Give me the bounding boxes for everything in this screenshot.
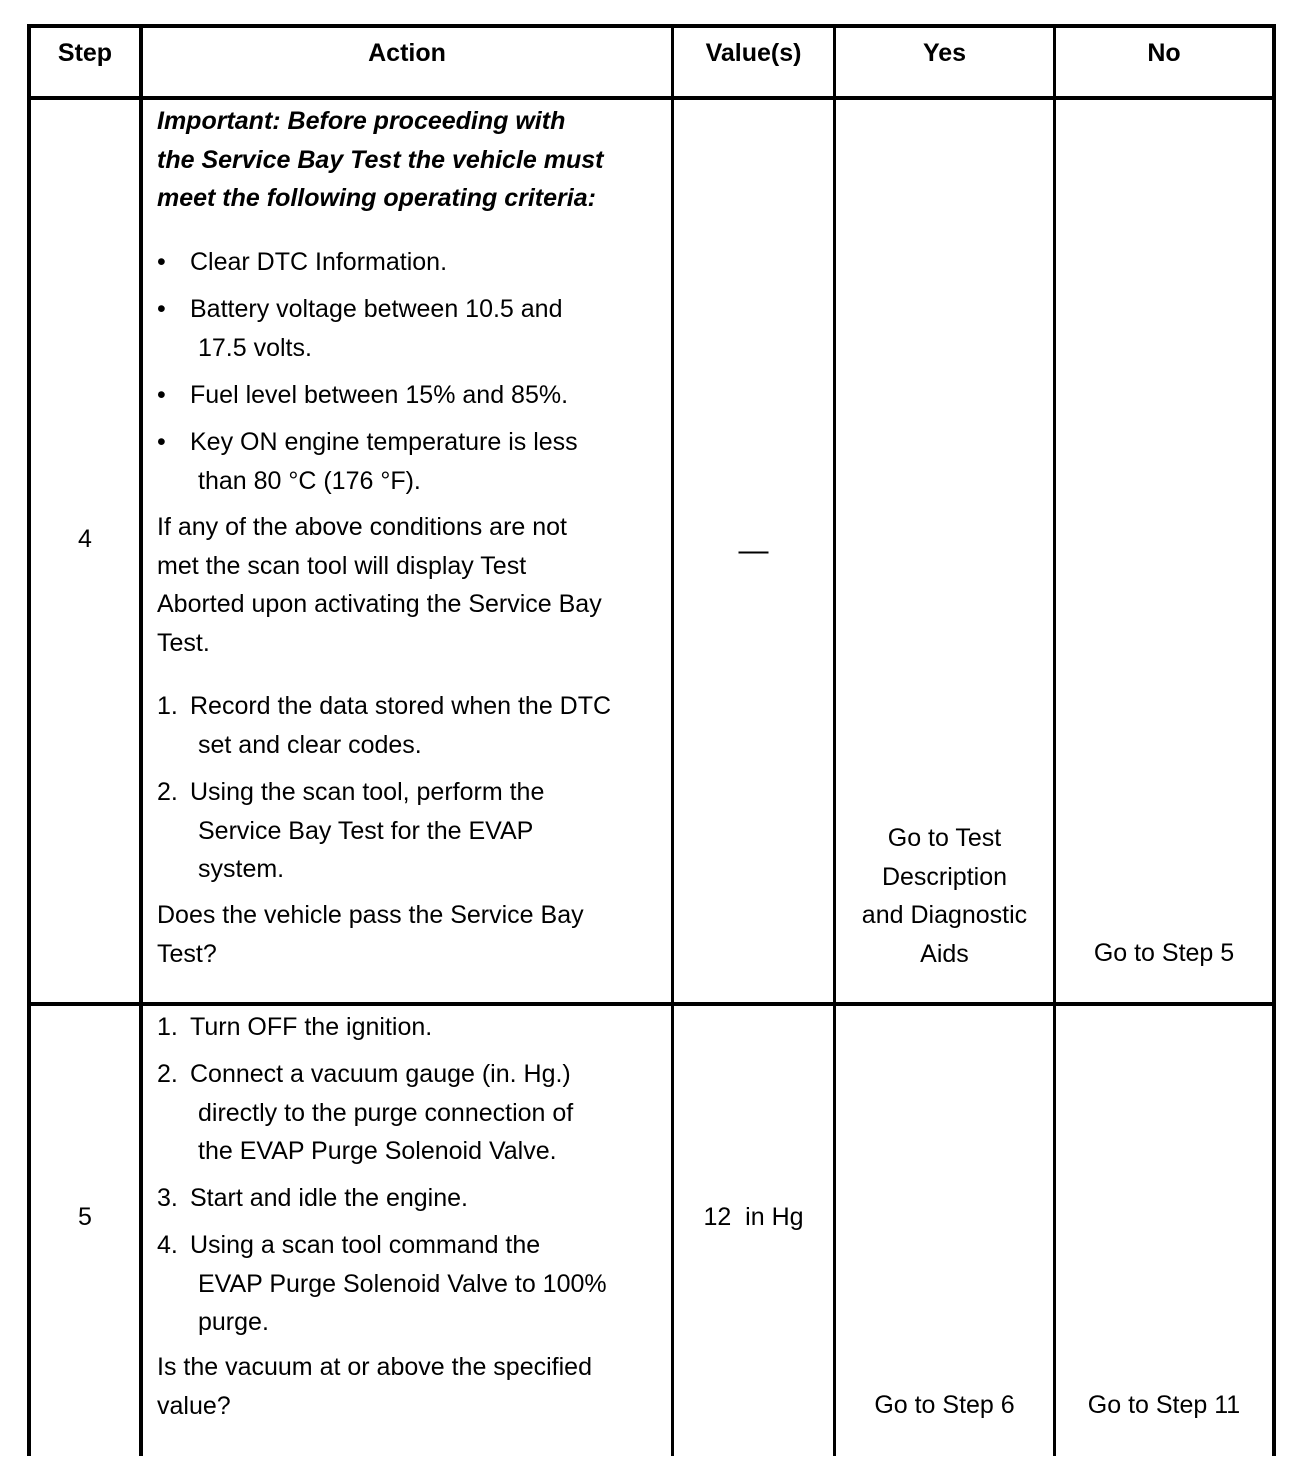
- row-4-steps: [157, 687, 667, 897]
- column-divider-4: [1053, 24, 1056, 1456]
- bullet-icon: •: [157, 295, 166, 323]
- column-divider-3: [833, 24, 836, 1456]
- row-separator: [27, 1002, 1276, 1006]
- procedure-step: 1. Record the data stored when the DTC set and clear codes.: [157, 692, 612, 759]
- row-4-action: [157, 102, 667, 218]
- procedure-step: 4. Using a scan tool command the EVAP Purge Solenoid Valve to 100% purge.: [157, 1231, 607, 1336]
- criteria-item: • Battery voltage between 10.5 and 17.5 volts.: [157, 290, 667, 376]
- table-border-right: [1272, 24, 1276, 1456]
- procedure-step: 2. Connect a vacuum gauge (in. Hg.) directly to the purge connection of the EVAP Purge Solenoid Valve.: [157, 1060, 574, 1165]
- important-note-line-3: meet the following operating criteria:: [157, 184, 596, 212]
- important-note-line-1: Important: Before proceeding with: [157, 107, 566, 135]
- row-4-question: Does the vehicle pass the Service Bay Test?: [157, 901, 584, 968]
- procedure-step: 2. Using the scan tool, perform the Service Bay Test for the EVAP system.: [157, 778, 545, 883]
- row-5-value: 12 in Hg: [703, 1203, 804, 1231]
- criteria-item: • Clear DTC Information.: [157, 243, 667, 290]
- row-5-steps: [157, 1008, 667, 1350]
- table-border-top: [27, 24, 1276, 28]
- procedure-step: 1. Turn OFF the ignition.: [157, 1013, 433, 1041]
- column-divider-2: [671, 24, 674, 1456]
- criteria-item: • Fuel level between 15% and 85%.: [157, 376, 667, 423]
- row-4-yes: Go to Test Description and Diagnostic Aids: [861, 824, 1028, 968]
- column-divider-1: [139, 24, 143, 1456]
- header-step: Step: [57, 39, 113, 67]
- header-yes: Yes: [922, 39, 967, 67]
- row-4-step: 4: [78, 525, 92, 553]
- row-5-no: Go to Step 11: [1087, 1391, 1241, 1419]
- table-border-left: [27, 24, 31, 1456]
- important-note-line-2: the Service Bay Test the vehicle must: [157, 145, 604, 174]
- row-5-yes: Go to Step 6: [874, 1391, 1015, 1419]
- header-no: No: [1147, 39, 1181, 67]
- bullet-icon: •: [157, 381, 166, 409]
- row-5-step: 5: [78, 1203, 92, 1231]
- row-5-question: Is the vacuum at or above the specified value?: [157, 1353, 592, 1420]
- row-4-value: —: [738, 534, 769, 567]
- procedure-step: 3. Start and idle the engine.: [157, 1184, 468, 1212]
- header-action: Action: [368, 39, 446, 67]
- criteria-list: [157, 243, 667, 509]
- criteria-item: • Key ON engine temperature is less than 80 °C (176 °F).: [157, 423, 667, 509]
- header-separator: [27, 96, 1276, 100]
- row-4-no: Go to Step 5: [1093, 939, 1235, 967]
- bullet-icon: •: [157, 248, 166, 276]
- conditions-note: If any of the above conditions are not met the scan tool will display Test Aborted upon activating the Service Bay Test.: [157, 513, 602, 657]
- bullet-icon: •: [157, 428, 166, 456]
- header-values: Value(s): [705, 39, 802, 67]
